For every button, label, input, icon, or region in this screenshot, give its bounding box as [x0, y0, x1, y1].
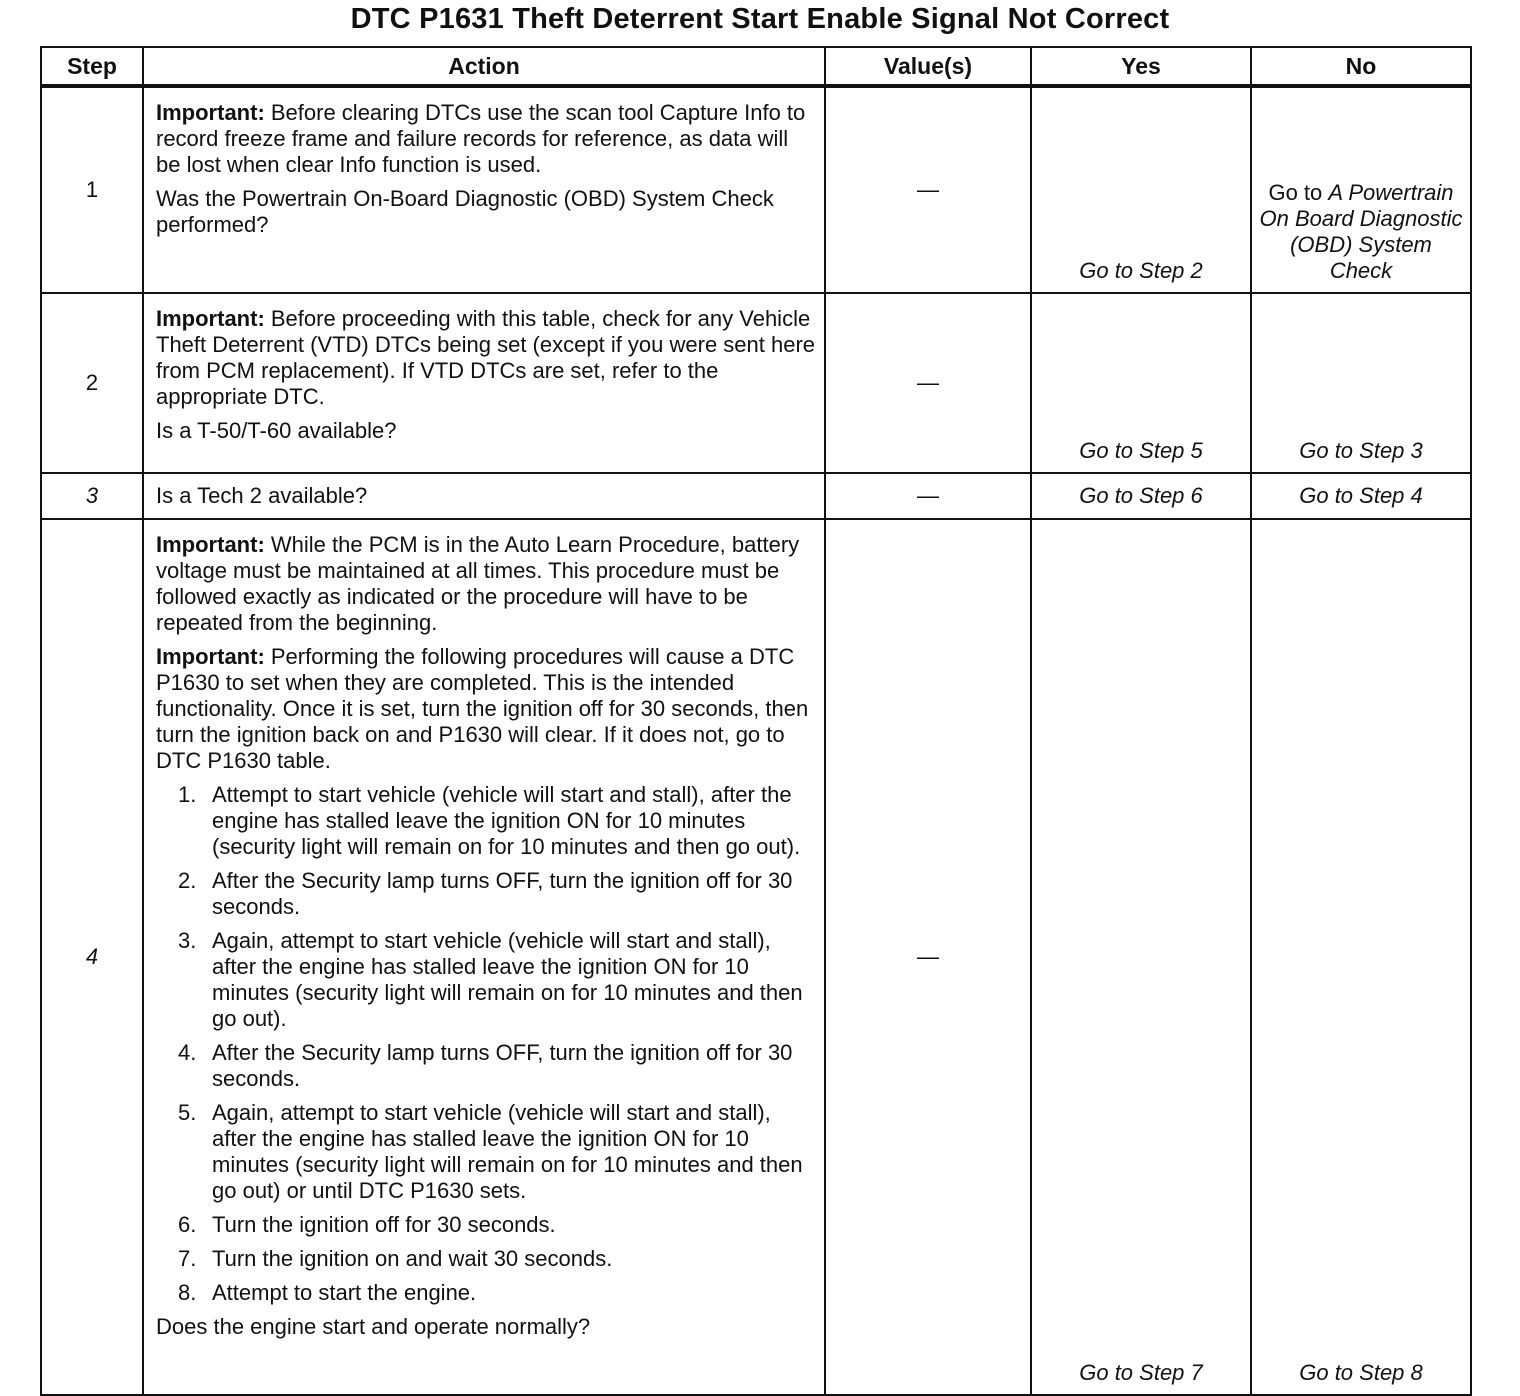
important-note — [156, 306, 816, 410]
action-question: Is a T-50/T-60 available? — [156, 418, 397, 443]
list-item-text: Attempt to start the engine. — [212, 1280, 477, 1305]
yes-cell[interactable]: Go to Step 6 — [1031, 473, 1251, 519]
value-cell — [825, 86, 1031, 293]
list-item-text: Attempt to start vehicle (vehicle will start and stall), after the engine has stalled leave the ignition ON for 10 minutes (security light will remain on for 10 minutes and then go out). — [212, 782, 801, 859]
value-dash: — — [917, 944, 939, 969]
table-row — [41, 293, 1471, 473]
no-cell[interactable]: Go to Step 4 — [1251, 473, 1471, 519]
list-item-text: Again, attempt to start vehicle (vehicle will start and stall), after the engine has stalled leave the ignition ON for 10 minutes (security light will remain on for 10 minutes and then go out). — [212, 928, 803, 1031]
table-row — [41, 473, 1471, 519]
action-question: Is a Tech 2 available? — [156, 483, 368, 508]
yes-cell[interactable]: Go to Step 7 — [1031, 519, 1251, 1395]
value-cell — [825, 293, 1031, 473]
value-dash: — — [917, 370, 939, 395]
yes-cell[interactable]: Go to Step 5 — [1031, 293, 1251, 473]
list-item-text: Turn the ignition off for 30 seconds. — [212, 1212, 556, 1237]
list-item-number: 4. — [178, 1040, 197, 1065]
value-dash: — — [917, 483, 939, 508]
action-cell — [143, 86, 825, 293]
header-yes: Yes — [1031, 47, 1251, 86]
list-item-number: 2. — [178, 868, 197, 893]
yes-cell[interactable]: Go to Step 2 — [1031, 86, 1251, 293]
list-item — [178, 1040, 816, 1092]
important-text: While the PCM is in the Auto Learn Procedure, battery voltage must be maintained at all times. This procedure must be followed exactly as indicated or the procedure will have to be repeated from the beginning. — [156, 532, 800, 635]
value-dash: — — [917, 177, 939, 202]
list-item — [178, 868, 816, 920]
table-header-row — [41, 47, 1471, 86]
important-label: Important: — [156, 100, 265, 125]
list-item-text: After the Security lamp turns OFF, turn the ignition off for 30 seconds. — [212, 1040, 793, 1091]
no-cell[interactable] — [1251, 86, 1471, 293]
table-row — [41, 519, 1471, 1395]
no-link[interactable]: A Powertrain On Board Diagnostic (OBD) System Check — [1259, 180, 1463, 283]
important-note — [156, 100, 816, 178]
step-number: 2 — [41, 293, 143, 473]
list-item-number: 6. — [178, 1212, 197, 1237]
list-item-number: 8. — [178, 1280, 197, 1305]
important-text: Performing the following procedures will cause a DTC P1630 to set when they are completed. This is the intended functionality. Once it is set, turn the ignition off for 30 seconds, then turn the ignition back on and P1630 will clear. If it does not, go to DTC P1630 table. — [156, 644, 809, 773]
step-number: 1 — [41, 86, 143, 293]
list-item-text: Again, attempt to start vehicle (vehicle will start and stall), after the engine has stalled leave the ignition ON for 10 minutes (security light will remain on for 10 minutes and then go out) or until DTC P1630 sets. — [212, 1100, 803, 1203]
important-text: Before proceeding with this table, check for any Vehicle Theft Deterrent (VTD) DTCs being set (except if you were sent here from PCM replacement). If VTD DTCs are set, refer to the appropriate DTC. — [156, 306, 816, 409]
value-cell — [825, 519, 1031, 1395]
important-label: Important: — [156, 306, 265, 331]
value-cell — [825, 473, 1031, 519]
diagnostic-table — [40, 46, 1472, 1396]
no-cell[interactable]: Go to Step 3 — [1251, 293, 1471, 473]
list-item — [178, 1212, 816, 1238]
list-item — [178, 928, 816, 1032]
important-note — [156, 532, 816, 636]
list-item-text: Turn the ignition on and wait 30 seconds. — [212, 1246, 613, 1271]
table-row — [41, 86, 1471, 293]
list-item — [178, 1100, 816, 1204]
procedure-list — [156, 782, 816, 1306]
action-question: Does the engine start and operate normally? — [156, 1314, 591, 1339]
action-cell — [143, 473, 825, 519]
important-label: Important: — [156, 644, 265, 669]
header-action: Action — [143, 47, 825, 86]
header-no: No — [1251, 47, 1471, 86]
important-text: Before clearing DTCs use the scan tool Capture Info to record freeze frame and failure records for reference, as data will be lost when clear Info function is used. — [156, 100, 806, 177]
no-prefix: Go to — [1268, 180, 1329, 205]
list-item — [178, 1280, 816, 1306]
action-cell — [143, 293, 825, 473]
list-item-number: 5. — [178, 1100, 197, 1125]
header-step: Step — [41, 47, 143, 86]
important-note — [156, 644, 816, 774]
step-number: 4 — [41, 519, 143, 1395]
step-number: 3 — [41, 473, 143, 519]
page-title: DTC P1631 Theft Deterrent Start Enable Signal Not Correct — [350, 3, 1170, 35]
list-item-text: After the Security lamp turns OFF, turn the ignition off for 30 seconds. — [212, 868, 793, 919]
list-item — [178, 782, 816, 860]
list-item-number: 7. — [178, 1246, 197, 1271]
action-cell — [143, 519, 825, 1395]
header-values: Value(s) — [825, 47, 1031, 86]
list-item — [178, 1246, 816, 1272]
important-label: Important: — [156, 532, 265, 557]
no-cell[interactable]: Go to Step 8 — [1251, 519, 1471, 1395]
list-item-number: 1. — [178, 782, 197, 807]
action-question: Was the Powertrain On-Board Diagnostic (OBD) System Check performed? — [156, 186, 774, 237]
list-item-number: 3. — [178, 928, 197, 953]
